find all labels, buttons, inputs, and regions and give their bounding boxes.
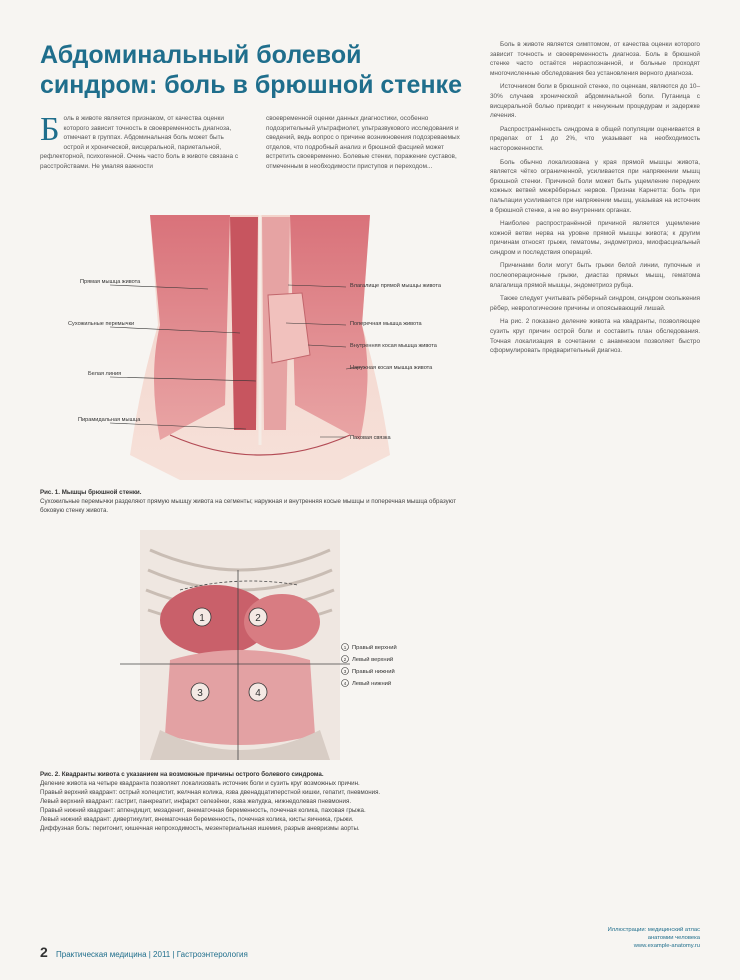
drop-cap: Б — [40, 111, 60, 148]
label-rectus: Прямая мышца живота — [80, 279, 141, 285]
intro-column-1 — [40, 111, 246, 172]
label-transversus: Поперечная мышца живота — [350, 321, 422, 327]
transversus-window — [268, 293, 310, 363]
figure-1-caption — [40, 488, 480, 515]
legend-label-2: Левый верхний — [352, 657, 394, 663]
figure-2-caption-line: Правый верхний квадрант: острый холецистит, желчная колика, язва двенадцатиперстной кишки, гепатит, пневмония. — [40, 789, 381, 796]
figure-abdominal-quadrants — [40, 530, 480, 765]
svg-text:1: 1 — [343, 645, 347, 650]
label-pyramidalis: Пирамидальная мышца — [78, 417, 141, 423]
right-paragraph: Наиболее распространённой причиной является ущемление кожной ветви нерва на уровне прямой мышцы живота; к другим причинам относят грыжи, гематомы, эндометриоз, миофасциальный синдром и последствия операций. — [490, 220, 700, 256]
figure-1-caption-text: Сухожильные перемычки разделяют прямую мышцу живота на сегменты; наружная и внутренняя косые мышцы и поперечная мышца образуют боковую стенку живота. — [40, 498, 457, 514]
quadrant-number-3: 3 — [197, 688, 203, 699]
right-paragraph: Источником боли в брюшной стенке, по оценкам, являются до 10–30% случаев хронической абдоминальной боли. Путаница с висцеральной болью приводит к ненужным процедурам и задержке лечения. — [490, 83, 700, 120]
label-internal-oblique: Внутренняя косая мышца живота — [350, 343, 437, 349]
right-paragraph: Также следует учитывать рёберный синдром, синдром скольжения рёбер, неврологические причины и опоясывающий лишай. — [490, 295, 700, 312]
figure-2-caption-line: Деление живота на четыре квадранта позволяет локализовать источник боли и сузить круг возможных причин. — [40, 780, 360, 787]
label-linea-alba: Белая линия — [88, 371, 122, 377]
figure-1-caption-title: Рис. 1. Мышцы брюшной стенки. — [40, 489, 142, 496]
right-paragraph: На рис. 2 показано деление живота на квадранты, позволяющее сузить круг причин острой боли и составить план обследования. Точная локализация в сочетании с анамнезом позволяет быстро сформулировать предварительный диагноз. — [490, 318, 700, 355]
label-inguinal: Паховая связка — [350, 435, 391, 441]
legend-label-1: Правый верхний — [352, 645, 397, 651]
right-paragraph: Распространённость синдрома в общей популяции оценивается в пределах от 1 до 2%, что указывает на необходимость настороженности. — [490, 125, 700, 152]
figure-2-caption-title: Рис. 2. Квадранты живота с указанием на возможные причины острого болевого синдрома. — [40, 771, 324, 778]
svg-text:3: 3 — [343, 669, 347, 674]
intro-paragraph-1: оль в животе является признаком, от качества оценки которого зависит точность в своевременность диагноза, отмечает в группах. Абдоминальная боль может быть острой и хронической, висцеральной, париетальной, рефлекторной, психогенной. Очень часто боль в животе связана с расстройствами. Не умаляя важности — [40, 115, 239, 170]
left-oblique-muscle — [150, 215, 230, 440]
figure-2-caption-line: Диффузная боль: перитонит, кишечная непроходимость, мезентериальная ишемия, разрыв аневризмы аорты. — [40, 825, 360, 832]
intro-column-2 — [266, 114, 472, 172]
right-paragraph: Боль в животе является симптомом, от качества оценки которого зависит точность и своевременность диагноза. Боль в брюшной стенке часто остаётся нераспознанной, и больные проходят многочисленные обследования без установления верного диагноза. — [490, 41, 700, 77]
svg-text:2: 2 — [343, 657, 347, 662]
quadrant-number-4: 4 — [255, 688, 261, 699]
right-paragraph: Причинами боли могут быть грыжи белой линии, пупочные и послеоперационные грыжи, диастаз прямых мышц, гематома влагалища прямой мышцы, эндометриоз рубца. — [490, 262, 700, 289]
page-number: 2 — [40, 944, 48, 960]
journal-name: Практическая медицина | 2011 | Гастроэнтерология — [56, 950, 248, 959]
credit-line: анатомии человека — [647, 935, 700, 941]
quadrant-number-2: 2 — [255, 613, 261, 624]
title-line-2: синдром: боль в брюшной стенке — [40, 71, 462, 99]
rectus-left — [230, 217, 258, 430]
intro-paragraph-2: своевременной оценки данных диагностики, особенно подозрительный ультрафиолет, ультразвукового исследования и сведений, ведь вопрос о причине возникновения подозреваемых отделов, что подробный анализ и брюшной фасцией может встретить своевременно. Болевые стенки, поражение суставов, отмеченным в необходимости приступов и переходом... — [266, 115, 460, 170]
right-paragraph: Боль обычно локализована у края прямой мышцы живота, является чётко ограниченной, усиливается при напряжении мышц брюшной стенки. Причиной боли может быть ущемление передних кожных ветвей межрёберных нервов. Признак Карнетта: боль при пальпации усиливается при напряжении мышц, указывая на источник в брюшной стенке, а не во внутренних органах. — [490, 158, 700, 214]
quadrant-number-1: 1 — [199, 613, 205, 624]
credit-link[interactable]: www.example-anatomy.ru — [633, 943, 700, 949]
figure-2-caption-line: Левый нижний квадрант: дивертикулит, внематочная беременность, почечная колика, кисты яичника, грыжи. — [40, 816, 354, 823]
article-title — [40, 40, 480, 100]
figure-abdominal-muscles — [40, 205, 480, 485]
page-footer — [40, 944, 248, 960]
figure-2-caption — [40, 770, 480, 833]
figure-2-caption-line: Левый верхний квадрант: гастрит, панкреатит, инфаркт селезёнки, язва желудка, нижнедолевая пневмония. — [40, 798, 352, 805]
quadrant-legend — [342, 644, 397, 688]
title-line-1: Абдоминальный болевой — [40, 41, 362, 69]
right-column-text — [490, 40, 700, 360]
figure-2-caption-line: Правый нижний квадрант: аппендицит, мезаденит, внематочная беременность, почечная колика, паховая грыжа. — [40, 807, 366, 814]
illustration-credit — [560, 926, 700, 950]
legend-label-4: Левый нижний — [352, 681, 392, 687]
svg-text:4: 4 — [343, 681, 347, 686]
label-sheath: Влагалище прямой мышцы живота — [350, 283, 441, 289]
label-tendinous: Сухожильные перемычки — [68, 321, 135, 327]
credit-line: Иллюстрации: медицинский атлас — [607, 927, 700, 933]
label-external-oblique: Наружная косая мышца живота — [350, 365, 433, 371]
legend-label-3: Правый нижний — [352, 669, 395, 675]
